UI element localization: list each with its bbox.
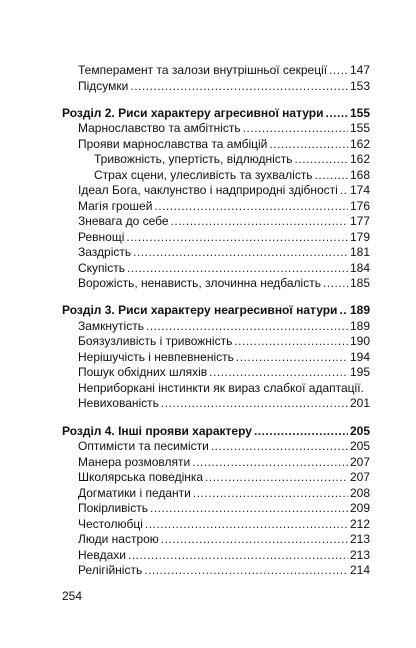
toc-entry-title: Манера розмовляти: [78, 454, 191, 469]
toc-section-heading: [62, 303, 370, 318]
toc-entry-page: 189: [349, 318, 370, 333]
toc-entry-title: Страх сцени, улесливість та зухвалість: [94, 167, 313, 182]
toc-entry-page: 184: [349, 260, 370, 275]
toc-entry: [78, 532, 370, 547]
toc-heading-page: 205: [349, 423, 370, 438]
toc-entry-title: Покірливість: [78, 501, 148, 516]
toc-entry-page: 209: [349, 501, 370, 516]
toc-entry-page: 213: [349, 532, 370, 546]
toc-entry: [78, 563, 370, 578]
toc-entry-title-line1: Неприборкані інстинкти як вираз слабкої адаптації.: [78, 380, 364, 395]
toc-entry-title: Ворожість, ненависть, злочинна недбалість: [78, 276, 321, 291]
toc-entry-page: 162: [349, 152, 370, 167]
toc-entry-page: 205: [349, 439, 370, 454]
toc-entry: [78, 230, 370, 245]
toc-entry-page: 185: [349, 276, 370, 291]
toc-entry-page: 155: [349, 121, 370, 136]
toc-entry-title: Марнославство та амбітність: [78, 121, 241, 136]
toc-entry: [78, 439, 370, 454]
toc-entry-page: 174: [349, 183, 370, 198]
toc-entry: [78, 365, 370, 380]
toc-entry: [78, 396, 370, 411]
page-number: 254: [62, 589, 83, 603]
toc-entry-page: 168: [349, 167, 370, 182]
toc-entry: [78, 79, 370, 94]
toc-entry-title: Ревнощі: [78, 229, 125, 244]
toc-heading-page: 189: [349, 303, 370, 318]
toc-entry-title: Оптимісти та песимісти: [78, 439, 209, 454]
toc-entry-page: 207: [349, 454, 370, 469]
toc-entry: [78, 455, 370, 470]
toc-entry: [78, 548, 370, 563]
toc-entry-page: 190: [349, 334, 370, 349]
toc-entry-title: Темперамент та залози внутрішньої секреції: [78, 63, 328, 77]
toc-entry: [78, 121, 370, 136]
toc-entry-page: 179: [349, 229, 370, 244]
toc-subentry: [94, 168, 370, 183]
toc-entry-title: Боязузливість і тривожність: [78, 334, 233, 349]
toc-section-heading: [62, 106, 370, 121]
toc-entry-title: Невдахи: [78, 547, 126, 562]
toc-entry-title: Підсумки: [78, 78, 129, 93]
toc-entry-title: Нерішучість і невпевненість: [78, 349, 234, 364]
toc-entry-title: Заздрість: [78, 245, 132, 260]
toc-entry-page: 177: [349, 214, 370, 229]
toc-entry-page: 213: [349, 547, 370, 562]
toc-entry-title: Магія грошей: [78, 198, 153, 213]
toc-heading-title: Розділ 4. Інші прояви характеру: [62, 423, 252, 438]
toc-entry-page: 208: [349, 485, 370, 500]
toc-entry: [78, 245, 370, 260]
toc-entry-title: Прояви марнославства та амбіцій: [78, 136, 268, 151]
toc-entry-title: Ідеал Бога, чаклунство і надприродні здібності: [78, 183, 338, 198]
toc-section-heading: [62, 424, 370, 439]
toc-entry: [78, 276, 370, 291]
toc-heading-title: Розділ 2. Риси характеру агресивної натури: [62, 105, 324, 120]
toc-entry-page: 207: [349, 470, 370, 485]
toc-entry: [78, 199, 370, 214]
toc-entry: [78, 350, 370, 365]
toc-entry: [78, 63, 370, 78]
toc-entry-title: Зневага до себе: [78, 214, 169, 229]
toc-entry-title: Скупість: [78, 260, 125, 275]
toc-entry-page: 147: [349, 63, 370, 77]
toc-entry-title: Невихованість: [78, 396, 159, 411]
toc-entry: [78, 261, 370, 276]
toc-entry-page: 162: [349, 136, 370, 151]
toc-entry-page: 214: [349, 563, 370, 577]
toc-heading-page: 155: [349, 105, 370, 120]
toc-entry-title: Релігійність: [78, 563, 143, 577]
toc-entry: [78, 517, 370, 532]
toc-entry: [78, 183, 370, 198]
toc-heading-title: Розділ 3. Риси характеру неагресивної натури: [62, 303, 338, 318]
toc-entry-page: 153: [349, 78, 370, 93]
toc-entry: [78, 319, 370, 334]
toc-entry: [78, 137, 370, 152]
toc-entry-page: 195: [349, 365, 370, 380]
toc-entry: [78, 501, 370, 516]
toc-entry: [78, 214, 370, 229]
toc-entry: [78, 334, 370, 349]
toc-entry-page: 181: [349, 245, 370, 260]
toc-entry-title: Тривожність, упертість, відлюдність: [94, 152, 293, 167]
toc-entry-title: Школярська поведінка: [78, 470, 204, 485]
toc-entry-title: Догматики і педанти: [78, 485, 191, 500]
toc-entry-page: 212: [349, 516, 370, 531]
toc-entry-title: Пошук обхідних шляхів: [78, 365, 208, 380]
toc-subentry: [94, 152, 370, 167]
toc-entry-page: 201: [349, 396, 370, 411]
toc-entry-page: 176: [349, 198, 370, 213]
toc-entry: [78, 486, 370, 501]
toc-entry: [78, 470, 370, 485]
toc-entry-title: Замкнутість: [78, 318, 144, 333]
toc-entry-title: Честолюбці: [78, 516, 143, 531]
toc-entry-title: Люди настрою: [78, 532, 159, 546]
toc-entry-page: 194: [349, 349, 370, 364]
